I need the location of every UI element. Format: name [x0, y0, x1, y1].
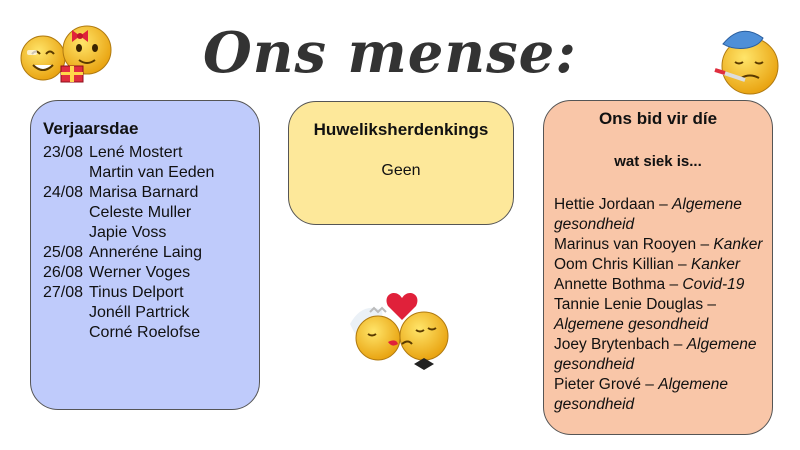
party-emoji-icon	[15, 16, 115, 86]
birthdays-heading: Verjaarsdae	[43, 119, 139, 138]
list-item	[43, 223, 259, 243]
birthday-name: Werner Voges	[89, 264, 191, 281]
list-item	[554, 275, 766, 295]
list-item	[554, 195, 766, 235]
birthday-list	[43, 143, 259, 343]
birthday-date	[43, 163, 89, 183]
birthday-date: 27/08	[43, 284, 84, 301]
birthday-name: Tinus Delport	[89, 284, 184, 301]
prayer-condition: Algemene gesondheid	[554, 336, 757, 373]
birthdays-panel	[30, 100, 260, 410]
prayer-condition: Covid-19	[682, 276, 745, 293]
list-item	[554, 255, 766, 275]
prayer-condition: Algemene gesondheid	[554, 316, 709, 333]
list-item	[554, 375, 766, 415]
prayer-name: Hettie Jordaan –	[554, 196, 673, 213]
birthday-date: 26/08	[43, 264, 84, 281]
prayer-name: Tannie Lenie Douglas –	[554, 296, 717, 313]
prayer-condition: Kanker	[713, 236, 763, 253]
birthday-date: 23/08	[43, 144, 84, 161]
anniversaries-heading: Huweliksherdenkings	[313, 120, 489, 139]
prayer-name: Oom Chris Killian –	[554, 256, 691, 273]
birthday-date	[43, 323, 89, 343]
list-item	[43, 283, 259, 303]
anniversaries-panel	[288, 101, 514, 225]
prayer-condition: Algemene gesondheid	[554, 376, 729, 413]
list-item	[554, 335, 766, 375]
list-item	[43, 323, 259, 343]
birthday-name: Celeste Muller	[89, 204, 192, 221]
birthday-name: Jonéll Partrick	[89, 304, 190, 321]
prayer-name: Joey Brytenbach –	[554, 336, 687, 353]
list-item	[43, 163, 259, 183]
prayer-list	[554, 195, 766, 415]
list-item	[43, 183, 259, 203]
birthday-name: Marisa Barnard	[89, 184, 199, 201]
prayer-heading: Ons bid vir díe	[598, 109, 718, 128]
birthday-name: Corné Roelofse	[89, 324, 201, 341]
birthday-date: 25/08	[43, 244, 84, 261]
birthday-name: Anneréne Laing	[89, 244, 202, 261]
birthday-name: Martin van Eeden	[89, 164, 215, 181]
birthday-name: Lené Mostert	[89, 144, 183, 161]
birthday-date	[43, 303, 89, 323]
prayer-name: Marinus van Rooyen –	[554, 236, 714, 253]
anniversaries-value: Geen	[381, 162, 421, 179]
birthday-date	[43, 223, 89, 243]
prayer-subheading: wat siek is...	[614, 153, 702, 170]
prayer-condition: Kanker	[690, 256, 741, 273]
sick-emoji-icon	[705, 22, 785, 100]
birthday-name: Japie Voss	[89, 224, 167, 241]
prayer-name: Annette Bothma –	[554, 276, 683, 293]
list-item	[43, 303, 259, 323]
list-item	[554, 235, 766, 255]
prayer-name: Pieter Grové –	[554, 376, 659, 393]
kissing-couple-emoji-icon	[340, 284, 465, 376]
list-item	[554, 295, 766, 335]
birthday-date: 24/08	[43, 184, 84, 201]
list-item	[43, 143, 259, 163]
list-item	[43, 243, 259, 263]
birthday-date	[43, 203, 89, 223]
list-item	[43, 263, 259, 283]
page-title: Ons mense:	[203, 20, 577, 86]
list-item	[43, 203, 259, 223]
prayer-condition: Algemene gesondheid	[554, 196, 742, 233]
prayer-panel	[543, 100, 773, 435]
